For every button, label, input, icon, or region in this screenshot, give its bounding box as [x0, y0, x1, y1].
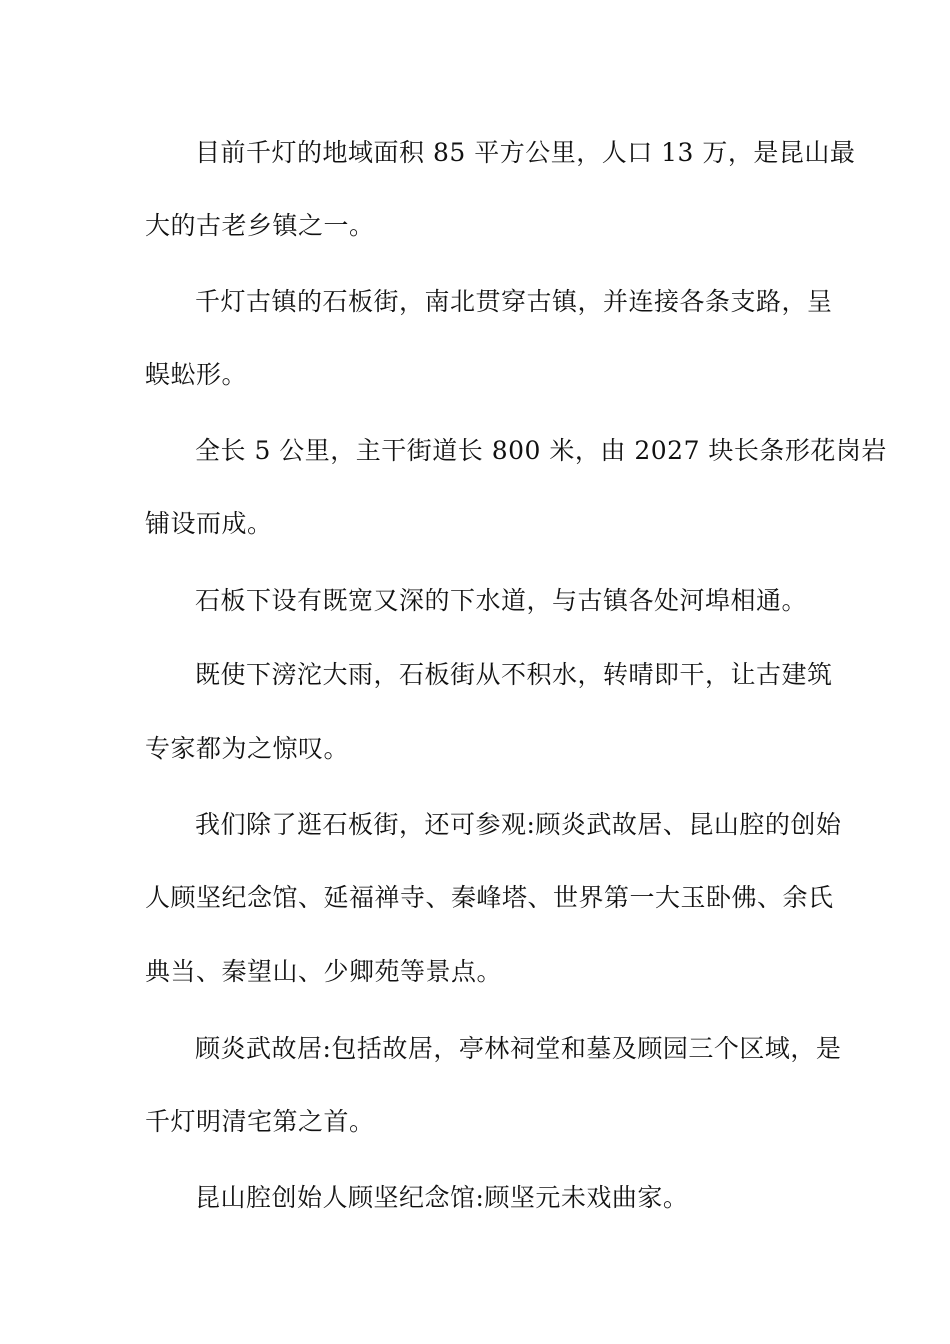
paragraph-5-line-1: 既使下滂沱大雨，石板街从不积水，转晴即干，让古建筑: [195, 660, 833, 689]
paragraph-7-line-1: 顾炎武故居:包括故居，亭林祠堂和墓及顾园三个区域，是: [195, 1034, 842, 1063]
paragraph-2-line-2: 蜈蚣形。: [145, 360, 248, 389]
paragraph-5-line-2: 专家都为之惊叹。: [145, 734, 350, 763]
paragraph-6-line-2: 人顾坚纪念馆、延福禅寺、秦峰塔、世界第一大玉卧佛、余氏: [145, 883, 834, 912]
paragraph-3-line-1: 全长 5 公里，主干街道长 800 米，由 2027 块长条形花岗岩: [195, 436, 887, 465]
paragraph-1-line-1: 目前千灯的地域面积 85 平方公里，人口 13 万，是昆山最: [195, 138, 856, 167]
paragraph-2-line-1: 千灯古镇的石板街，南北贯穿古镇，并连接各条支路，呈: [195, 287, 833, 316]
paragraph-6-line-1: 我们除了逛石板街，还可参观:顾炎武故居、昆山腔的创始: [195, 810, 842, 839]
paragraph-4-line-1: 石板下设有既宽又深的下水道，与古镇各处河埠相通。: [195, 586, 808, 615]
paragraph-1-line-2: 大的古老乡镇之一。: [145, 211, 375, 240]
paragraph-8-line-1: 昆山腔创始人顾坚纪念馆:顾坚元未戏曲家。: [195, 1183, 689, 1212]
paragraph-6-line-3: 典当、秦望山、少卿苑等景点。: [145, 957, 503, 986]
paragraph-3-line-2: 铺设而成。: [145, 509, 273, 538]
paragraph-7-line-2: 千灯明清宅第之首。: [145, 1107, 375, 1136]
